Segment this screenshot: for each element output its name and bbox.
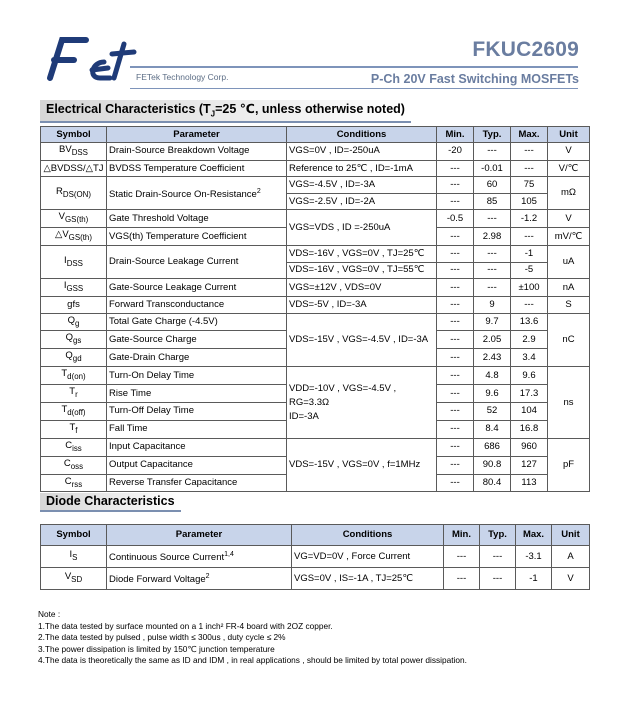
conditions-cell: VG=VD=0V , Force Current bbox=[292, 546, 444, 568]
electrical-section-title: Electrical Characteristics ($T_J=25$ ℃, unless otherwise noted) bbox=[40, 100, 411, 123]
max-cell: 960 bbox=[511, 438, 548, 456]
table-row bbox=[41, 438, 590, 456]
typ-cell: 52 bbox=[474, 403, 511, 421]
table-row bbox=[41, 367, 590, 385]
header-rule-bottom bbox=[130, 88, 578, 89]
typ-cell: --- bbox=[480, 546, 516, 568]
max-cell: -1 bbox=[511, 246, 548, 263]
typ-cell: --- bbox=[474, 210, 511, 228]
col-typ: Typ. bbox=[474, 127, 511, 143]
symbol-cell: $C_{rss}$ bbox=[41, 474, 107, 492]
symbol-cell: $T_r$ bbox=[41, 385, 107, 403]
col-parameter: Parameter bbox=[107, 525, 292, 546]
parameter-cell: Output Capacitance bbox=[107, 456, 287, 474]
parameter-cell: Static Drain-Source On-Resistance$^2$ bbox=[107, 177, 287, 210]
max-cell: 127 bbox=[511, 456, 548, 474]
parameter-cell: Fall Time bbox=[107, 420, 287, 438]
typ-cell: 686 bbox=[474, 438, 511, 456]
symbol-cell: $C_{oss}$ bbox=[41, 456, 107, 474]
unit-cell: pF bbox=[548, 438, 590, 492]
symbol-cell: $C_{iss}$ bbox=[41, 438, 107, 456]
unit-cell: V bbox=[548, 210, 590, 228]
col-symbol: Symbol bbox=[41, 127, 107, 143]
symbol-cell: $R_{DS(ON)}$ bbox=[41, 177, 107, 210]
min-cell: --- bbox=[437, 438, 474, 456]
symbol-cell: $Q_{gd}$ bbox=[41, 349, 107, 367]
symbol-cell: $V_{SD}$ bbox=[41, 568, 107, 590]
typ-cell: 9 bbox=[474, 297, 511, 314]
table-row bbox=[41, 210, 590, 228]
min-cell: --- bbox=[437, 279, 474, 297]
min-cell: --- bbox=[437, 177, 474, 194]
parameter-cell: Diode Forward Voltage$^2$ bbox=[107, 568, 292, 590]
conditions-cell: VDS=-16V , VGS=0V , TJ=25℃ bbox=[287, 246, 437, 263]
max-cell: 104 bbox=[511, 403, 548, 421]
typ-cell: 4.8 bbox=[474, 367, 511, 385]
col-conditions: Conditions bbox=[287, 127, 437, 143]
symbol-cell: $T_{d(off)}$ bbox=[41, 403, 107, 421]
conditions-cell: VDS=-16V , VGS=0V , TJ=55℃ bbox=[287, 262, 437, 279]
notes-heading: Note : bbox=[38, 609, 61, 619]
parameter-cell: Continuous Source Current$^{1,4}$ bbox=[107, 546, 292, 568]
unit-cell: V bbox=[552, 568, 590, 590]
unit-cell: V/℃ bbox=[548, 160, 590, 177]
symbol-cell: $T_f$ bbox=[41, 420, 107, 438]
typ-cell: 8.4 bbox=[474, 420, 511, 438]
diode-table bbox=[40, 524, 590, 590]
min-cell: --- bbox=[437, 403, 474, 421]
symbol-cell: $\triangle V_{GS(th)}$ bbox=[41, 228, 107, 246]
min-cell: -0.5 bbox=[437, 210, 474, 228]
col-conditions: Conditions bbox=[292, 525, 444, 546]
table-row bbox=[41, 546, 590, 568]
typ-cell: --- bbox=[474, 279, 511, 297]
conditions-cell: VDS=-5V , ID=-3A bbox=[287, 297, 437, 314]
conditions-cell: VGS=0V , ID=-250uA bbox=[287, 143, 437, 161]
max-cell: 17.3 bbox=[511, 385, 548, 403]
typ-cell: 60 bbox=[474, 177, 511, 194]
note-item: 2.The data tested by pulsed , pulse width ≤ 300us , duty cycle ≤ 2% bbox=[38, 632, 286, 642]
min-cell: --- bbox=[437, 297, 474, 314]
part-number: FKUC2609 bbox=[472, 38, 579, 61]
symbol-cell: $Q_{gs}$ bbox=[41, 331, 107, 349]
unit-cell: uA bbox=[548, 246, 590, 279]
typ-cell: 2.98 bbox=[474, 228, 511, 246]
parameter-cell: Rise Time bbox=[107, 385, 287, 403]
typ-cell: 2.43 bbox=[474, 349, 511, 367]
parameter-cell: VGS(th) Temperature Coefficient bbox=[107, 228, 287, 246]
symbol-cell: $I_S$ bbox=[41, 546, 107, 568]
parameter-cell: Gate-Drain Charge bbox=[107, 349, 287, 367]
table-row bbox=[41, 177, 590, 194]
min-cell: --- bbox=[437, 349, 474, 367]
symbol-cell: △BVDSS/△TJ bbox=[41, 160, 107, 177]
col-min: Min. bbox=[444, 525, 480, 546]
parameter-cell: Drain-Source Breakdown Voltage bbox=[107, 143, 287, 161]
min-cell: --- bbox=[437, 456, 474, 474]
col-typ: Typ. bbox=[480, 525, 516, 546]
conditions-cell: VDS=-15V , VGS=-4.5V , ID=-3A bbox=[287, 313, 437, 367]
parameter-cell: Turn-On Delay Time bbox=[107, 367, 287, 385]
max-cell: 16.8 bbox=[511, 420, 548, 438]
typ-cell: 2.05 bbox=[474, 331, 511, 349]
symbol-cell: $I_{DSS}$ bbox=[41, 246, 107, 279]
table-header-row bbox=[41, 525, 590, 546]
symbol-cell: $BV_{DSS}$ bbox=[41, 143, 107, 161]
max-cell: 3.4 bbox=[511, 349, 548, 367]
max-cell: -3.1 bbox=[516, 546, 552, 568]
min-cell: --- bbox=[444, 546, 480, 568]
parameter-cell: Drain-Source Leakage Current bbox=[107, 246, 287, 279]
unit-cell: nC bbox=[548, 313, 590, 367]
header-rule-top bbox=[130, 66, 578, 68]
min-cell: --- bbox=[437, 160, 474, 177]
unit-cell: ns bbox=[548, 367, 590, 439]
unit-cell: S bbox=[548, 297, 590, 314]
min-cell: --- bbox=[437, 313, 474, 331]
conditions-cell: VGS=-2.5V , ID=-2A bbox=[287, 193, 437, 210]
unit-cell: mΩ bbox=[548, 177, 590, 210]
conditions-cell: VGS=±12V , VDS=0V bbox=[287, 279, 437, 297]
note-item: 1.The data tested by surface mounted on a 1 inch² FR-4 board with 2OZ copper. bbox=[38, 620, 333, 631]
page-header bbox=[0, 0, 625, 100]
min-cell: --- bbox=[437, 193, 474, 210]
typ-cell: 9.7 bbox=[474, 313, 511, 331]
table-row bbox=[41, 568, 590, 590]
min-cell: --- bbox=[444, 568, 480, 590]
col-parameter: Parameter bbox=[107, 127, 287, 143]
unit-cell: nA bbox=[548, 279, 590, 297]
unit-cell: V bbox=[548, 143, 590, 161]
symbol-cell: gfs bbox=[41, 297, 107, 314]
max-cell: --- bbox=[511, 297, 548, 314]
col-max: Max. bbox=[516, 525, 552, 546]
typ-cell: 85 bbox=[474, 193, 511, 210]
typ-cell: 90.8 bbox=[474, 456, 511, 474]
parameter-cell: Total Gate Charge (-4.5V) bbox=[107, 313, 287, 331]
notes-block bbox=[38, 609, 467, 667]
company-name: FETek Technology Corp. bbox=[136, 72, 229, 82]
typ-cell: --- bbox=[474, 143, 511, 161]
conditions-cell: VGS=VDS , ID =-250uA bbox=[287, 210, 437, 246]
conditions-cell: Reference to 25℃ , ID=-1mA bbox=[287, 160, 437, 177]
typ-cell: --- bbox=[480, 568, 516, 590]
col-max: Max. bbox=[511, 127, 548, 143]
min-cell: --- bbox=[437, 385, 474, 403]
typ-cell: 9.6 bbox=[474, 385, 511, 403]
electrical-table bbox=[40, 126, 590, 492]
max-cell: 13.6 bbox=[511, 313, 548, 331]
table-row bbox=[41, 246, 590, 263]
conditions-cell: VDD=-10V , VGS=-4.5V , RG=3.3Ω ID=-3A bbox=[287, 367, 437, 439]
typ-cell: --- bbox=[474, 262, 511, 279]
col-min: Min. bbox=[437, 127, 474, 143]
note-item: 4.The data is theoretically the same as ID and IDM , in real applications , should be limited by total power dissipation. bbox=[38, 655, 467, 665]
conditions-cell: VGS=-4.5V , ID=-3A bbox=[287, 177, 437, 194]
table-row bbox=[41, 279, 590, 297]
col-unit: Unit bbox=[552, 525, 590, 546]
max-cell: -5 bbox=[511, 262, 548, 279]
parameter-cell: Gate-Source Leakage Current bbox=[107, 279, 287, 297]
typ-cell: 80.4 bbox=[474, 474, 511, 492]
max-cell: 75 bbox=[511, 177, 548, 194]
min-cell: --- bbox=[437, 228, 474, 246]
min-cell: --- bbox=[437, 474, 474, 492]
diode-section-title: Diode Characteristics bbox=[40, 493, 181, 512]
conditions-cell: VGS=0V , IS=-1A , TJ=25℃ bbox=[292, 568, 444, 590]
min-cell: --- bbox=[437, 367, 474, 385]
parameter-cell: Reverse Transfer Capacitance bbox=[107, 474, 287, 492]
typ-cell: --- bbox=[474, 246, 511, 263]
unit-cell: A bbox=[552, 546, 590, 568]
symbol-cell: $T_{d(on)}$ bbox=[41, 367, 107, 385]
table-row bbox=[41, 160, 590, 177]
min-cell: -20 bbox=[437, 143, 474, 161]
min-cell: --- bbox=[437, 262, 474, 279]
min-cell: --- bbox=[437, 331, 474, 349]
symbol-cell: $Q_g$ bbox=[41, 313, 107, 331]
parameter-cell: Turn-Off Delay Time bbox=[107, 403, 287, 421]
max-cell: --- bbox=[511, 228, 548, 246]
note-item: 3.The power dissipation is limited by 150℃ junction temperature bbox=[38, 643, 275, 654]
min-cell: --- bbox=[437, 246, 474, 263]
col-symbol: Symbol bbox=[41, 525, 107, 546]
fetek-logo bbox=[38, 34, 150, 82]
symbol-cell: $V_{GS(th)}$ bbox=[41, 210, 107, 228]
product-subtitle: P-Ch 20V Fast Switching MOSFETs bbox=[370, 72, 579, 86]
col-unit: Unit bbox=[548, 127, 590, 143]
parameter-cell: BVDSS Temperature Coefficient bbox=[107, 160, 287, 177]
parameter-cell: Gate Threshold Voltage bbox=[107, 210, 287, 228]
max-cell: 2.9 bbox=[511, 331, 548, 349]
parameter-cell: Input Capacitance bbox=[107, 438, 287, 456]
unit-cell: mV/℃ bbox=[548, 228, 590, 246]
max-cell: -1.2 bbox=[511, 210, 548, 228]
conditions-cell: VDS=-15V , VGS=0V , f=1MHz bbox=[287, 438, 437, 492]
min-cell: --- bbox=[437, 420, 474, 438]
max-cell: ±100 bbox=[511, 279, 548, 297]
typ-cell: -0.01 bbox=[474, 160, 511, 177]
max-cell: --- bbox=[511, 160, 548, 177]
parameter-cell: Forward Transconductance bbox=[107, 297, 287, 314]
parameter-cell: Gate-Source Charge bbox=[107, 331, 287, 349]
table-header-row bbox=[41, 127, 590, 143]
max-cell: -1 bbox=[516, 568, 552, 590]
max-cell: --- bbox=[511, 143, 548, 161]
table-row bbox=[41, 313, 590, 331]
max-cell: 113 bbox=[511, 474, 548, 492]
table-row bbox=[41, 143, 590, 161]
max-cell: 105 bbox=[511, 193, 548, 210]
max-cell: 9.6 bbox=[511, 367, 548, 385]
table-row bbox=[41, 297, 590, 314]
symbol-cell: $I_{GSS}$ bbox=[41, 279, 107, 297]
